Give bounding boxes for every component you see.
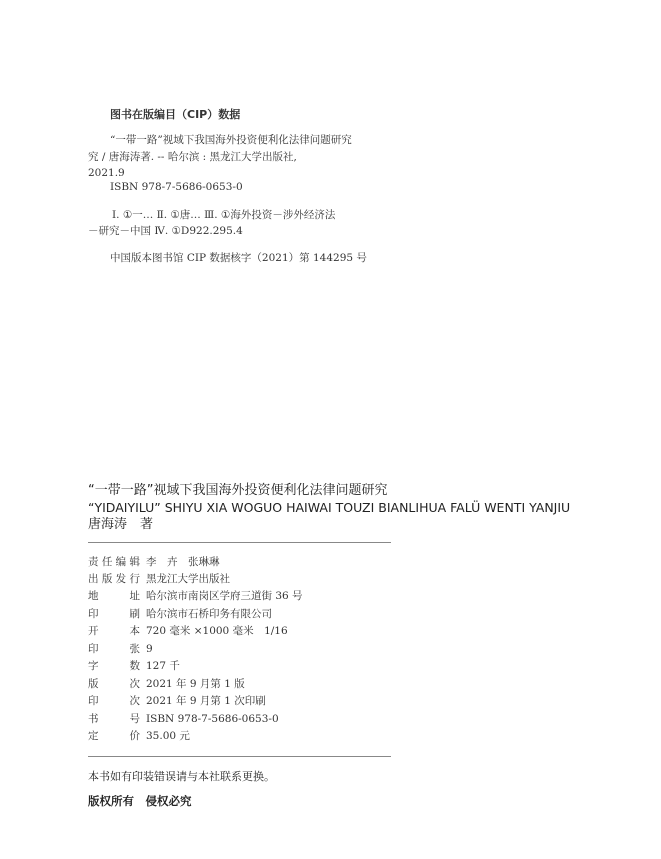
info-row-sheets xyxy=(88,641,153,658)
info-value: 2021 年 9 月第 1 次印刷 xyxy=(146,695,266,707)
cip-isbn-line: ISBN 978-7-5686-0653-0 xyxy=(110,181,243,193)
info-label: 印次 xyxy=(88,695,140,707)
divider-top xyxy=(88,542,391,543)
info-label: 印张 xyxy=(88,643,140,655)
cip-classification-line: Ⅰ. ①一… Ⅱ. ①唐… Ⅲ. ①海外投资－涉外经济法 xyxy=(112,209,336,221)
info-value: 127 千 xyxy=(146,660,180,672)
info-value: 李 卉 张琳琳 xyxy=(146,556,220,568)
info-label: 字数 xyxy=(88,660,140,672)
cip-heading: 图书在版编目（CIP）数据 xyxy=(110,108,241,121)
info-value: 黑龙江大学出版社 xyxy=(146,573,230,585)
info-value: 720 毫米 ×1000 毫米 1/16 xyxy=(146,625,288,637)
book-title-pinyin: “YIDAIYILU” SHIYU XIA WOGUO HAIWAI TOUZI BIANLIHUA FALÜ WENTI YANJIU xyxy=(88,500,571,515)
info-row-price xyxy=(88,728,190,745)
info-row-printer xyxy=(88,606,272,623)
divider-bottom xyxy=(88,756,391,757)
info-label: 版次 xyxy=(88,678,140,690)
info-value: 哈尔滨市南岗区学府三道街 36 号 xyxy=(146,590,303,602)
info-row-word-count xyxy=(88,658,180,675)
book-title: “一带一路”视域下我国海外投资便利化法律问题研究 xyxy=(88,483,388,498)
info-row-edition xyxy=(88,676,245,693)
cip-author-line: 究 / 唐海涛著. -- 哈尔滨 : 黑龙江大学出版社, xyxy=(88,151,297,163)
cip-title-line: “一带一路”视域下我国海外投资便利化法律问题研究 xyxy=(110,134,352,146)
cip-classification-line-2: －研究－中国 Ⅳ. ①D922.295.4 xyxy=(88,225,243,237)
info-row-format xyxy=(88,623,288,640)
info-value: 35.00 元 xyxy=(146,730,190,742)
info-label: 书号 xyxy=(88,713,140,725)
cip-date-line: 2021.9 xyxy=(88,167,125,179)
info-label: 责任编辑 xyxy=(88,556,140,568)
info-row-address xyxy=(88,588,303,605)
info-row-printing xyxy=(88,693,266,710)
info-label: 地址 xyxy=(88,590,140,602)
info-value: 9 xyxy=(146,643,153,655)
cip-record-number: 中国版本图书馆 CIP 数据核字（2021）第 144295 号 xyxy=(110,252,367,264)
replacement-notice: 本书如有印装错误请与本社联系更换。 xyxy=(88,770,275,783)
copyright-notice: 版权所有 侵权必究 xyxy=(88,794,192,808)
info-row-editor xyxy=(88,554,220,571)
info-label: 开本 xyxy=(88,625,140,637)
info-row-publisher xyxy=(88,571,230,588)
info-label: 印刷 xyxy=(88,608,140,620)
book-author: 唐海涛 著 xyxy=(88,517,154,532)
info-row-isbn xyxy=(88,711,279,728)
info-value: ISBN 978-7-5686-0653-0 xyxy=(146,713,279,725)
info-label: 定价 xyxy=(88,730,140,742)
info-value: 2021 年 9 月第 1 版 xyxy=(146,678,245,690)
info-value: 哈尔滨市石桥印务有限公司 xyxy=(146,608,272,620)
info-label: 出版发行 xyxy=(88,573,140,585)
